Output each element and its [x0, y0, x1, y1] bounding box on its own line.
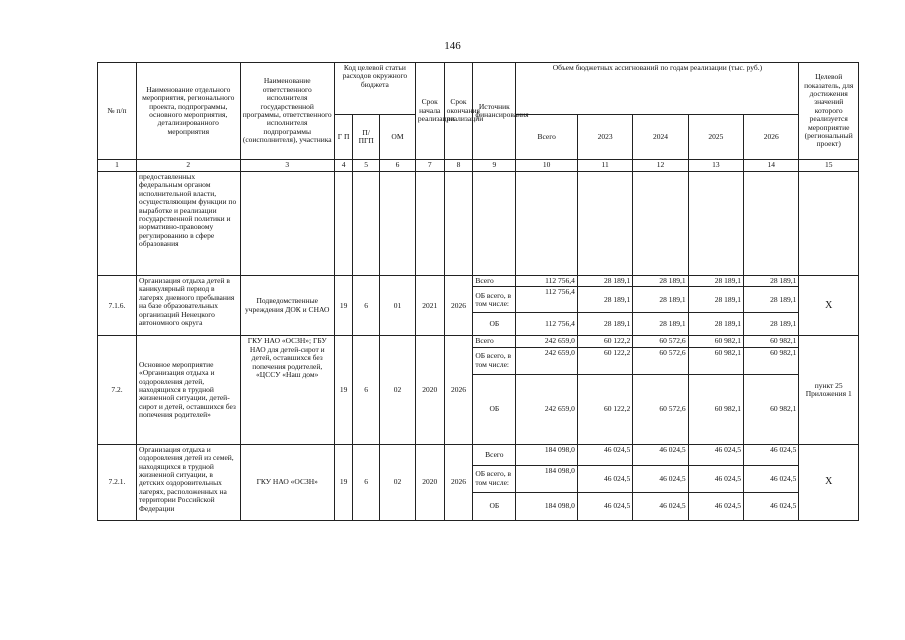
col-number: 7 [415, 160, 444, 172]
col-number: 9 [473, 160, 516, 172]
row-end: 2026 [444, 336, 473, 444]
fin-total: 184 098,0 [516, 492, 578, 520]
fin-year: 60 982,1 [744, 347, 799, 374]
fin-total: 242 659,0 [516, 336, 578, 347]
fin-source: Всего [473, 336, 516, 347]
fin-year: 60 982,1 [688, 374, 743, 444]
col-number: 15 [799, 160, 859, 172]
header-year-2: 2024 [633, 115, 688, 160]
fin-year: 60 572,6 [633, 336, 688, 347]
row-number: 7.2.1. [98, 444, 137, 520]
cont-cell [744, 172, 799, 276]
col-number: 1 [98, 160, 137, 172]
cont-cell [633, 172, 688, 276]
header-code: Код целевой статьи расходов окружного бюджета [334, 63, 415, 115]
cont-cell [688, 172, 743, 276]
fin-total: 112 756,4 [516, 287, 578, 313]
cont-cell [473, 172, 516, 276]
fin-year: 60 122,2 [577, 336, 632, 347]
fin-year: 60 982,1 [744, 374, 799, 444]
header-source: Источник финансирования [473, 63, 516, 160]
cont-cell [334, 172, 352, 276]
fin-year: 46 024,5 [577, 465, 632, 492]
row-name: Организация отдыха детей в каникулярный период в лагерях дневного пребывания на базе образовательных организаций Ненецкого автономного округа [136, 276, 240, 336]
row-gp: 19 [334, 444, 352, 520]
header-year-1: 2023 [577, 115, 632, 160]
fin-source: ОБ [473, 492, 516, 520]
fin-total: 112 756,4 [516, 276, 578, 287]
header-start: Срок начала реализации [415, 63, 444, 160]
col-number: 5 [353, 160, 380, 172]
fin-source: Всего [473, 276, 516, 287]
row-executor: ГКУ НАО «ОСЗН» [240, 444, 334, 520]
fin-total: 112 756,4 [516, 313, 578, 336]
col-number: 6 [380, 160, 416, 172]
header-year-3: 2025 [688, 115, 743, 160]
row-target: пункт 25 Приложения 1 [799, 336, 859, 444]
header-total: Всего [516, 115, 578, 160]
fin-year: 46 024,5 [744, 444, 799, 465]
fin-source: ОБ всего, в том числе: [473, 287, 516, 313]
header-name: Наименование отдельного мероприятия, регионального проекта, подпрограммы, основного мероприятия, детализированного мероприятия [136, 63, 240, 160]
fin-year: 28 189,1 [744, 287, 799, 313]
fin-year: 46 024,5 [633, 444, 688, 465]
row-name: Основное мероприятие «Организация отдыха и оздоровления детей, находящихся в трудной жизненной ситуации, детей-сирот и детей, оставшихся без попечения родителей» [136, 336, 240, 444]
cont-cell [380, 172, 416, 276]
fin-year: 46 024,5 [688, 444, 743, 465]
continuation-text: предоставленных федеральным органом исполнительной власти, осуществляющим функции по выработке и реализации государственной политики и нормативно-правовому регулированию в сфере образования [136, 172, 240, 276]
fin-year: 28 189,1 [577, 313, 632, 336]
row-pgp: 6 [353, 336, 380, 444]
fin-year: 60 572,6 [633, 374, 688, 444]
row-target: Х [799, 444, 859, 520]
row-executor: ГКУ НАО «ОСЗН»; ГБУ НАО для детей-сирот и детей, оставшихся без попечения родителей, «ЦССУ «Наш дом» [240, 336, 334, 444]
row-end: 2026 [444, 444, 473, 520]
header-executor: Наименование ответственного исполнителя государственной программы, ответственного исполнителя подпрограммы (соисполнителя), участника [240, 63, 334, 160]
cont-cell [799, 172, 859, 276]
header-end: Срок окончания реализации [444, 63, 473, 160]
fin-year: 28 189,1 [633, 276, 688, 287]
row-target: Х [799, 276, 859, 336]
row-om: 01 [380, 276, 416, 336]
cont-cell [516, 172, 578, 276]
fin-year: 46 024,5 [688, 465, 743, 492]
row-pgp: 6 [353, 276, 380, 336]
fin-source: Всего [473, 444, 516, 465]
fin-year: 60 122,2 [577, 347, 632, 374]
header-target: Целевой показатель, для достижения значений которого реализуется мероприятие (региональный проект) [799, 63, 859, 160]
fin-year: 60 982,1 [688, 347, 743, 374]
fin-year: 28 189,1 [577, 276, 632, 287]
cont-cell [577, 172, 632, 276]
col-number: 13 [688, 160, 743, 172]
fin-year: 60 122,2 [577, 374, 632, 444]
fin-year: 28 189,1 [688, 313, 743, 336]
fin-year: 60 982,1 [744, 336, 799, 347]
col-number: 12 [633, 160, 688, 172]
col-number: 11 [577, 160, 632, 172]
fin-source: ОБ [473, 374, 516, 444]
fin-source: ОБ [473, 313, 516, 336]
cont-cell [415, 172, 444, 276]
col-number: 14 [744, 160, 799, 172]
row-number: 7.2. [98, 336, 137, 444]
fin-year: 28 189,1 [633, 313, 688, 336]
fin-total: 242 659,0 [516, 374, 578, 444]
row-pgp: 6 [353, 444, 380, 520]
cont-cell-no [98, 172, 137, 276]
header-om: ОМ [380, 115, 416, 160]
col-number: 10 [516, 160, 578, 172]
fin-total: 184 098,0 [516, 444, 578, 465]
fin-source: ОБ всего, в том числе: [473, 465, 516, 492]
col-number: 8 [444, 160, 473, 172]
row-om: 02 [380, 444, 416, 520]
row-end: 2026 [444, 276, 473, 336]
row-start: 2021 [415, 276, 444, 336]
row-gp: 19 [334, 336, 352, 444]
fin-total: 242 659,0 [516, 347, 578, 374]
fin-year: 28 189,1 [688, 287, 743, 313]
fin-year: 60 982,1 [688, 336, 743, 347]
cont-cell [240, 172, 334, 276]
col-number: 3 [240, 160, 334, 172]
fin-year: 28 189,1 [688, 276, 743, 287]
row-executor: Подведомственные учреждения ДОК и СНАО [240, 276, 334, 336]
header-pgp: П/ ПГП [353, 115, 380, 160]
fin-year: 28 189,1 [744, 313, 799, 336]
fin-year: 46 024,5 [744, 465, 799, 492]
fin-year: 46 024,5 [688, 492, 743, 520]
fin-total: 184 098,0 [516, 465, 578, 492]
cont-cell [353, 172, 380, 276]
header-gp: Г П [334, 115, 352, 160]
fin-year: 46 024,5 [744, 492, 799, 520]
fin-year: 28 189,1 [577, 287, 632, 313]
row-om: 02 [380, 336, 416, 444]
fin-year: 60 572,6 [633, 347, 688, 374]
fin-year: 46 024,5 [577, 492, 632, 520]
fin-year: 46 024,5 [633, 492, 688, 520]
row-number: 7.1.6. [98, 276, 137, 336]
col-number: 2 [136, 160, 240, 172]
budget-table [97, 62, 859, 521]
header-number: № п/п [98, 63, 137, 160]
header-year-4: 2026 [744, 115, 799, 160]
fin-year: 46 024,5 [633, 465, 688, 492]
fin-year: 46 024,5 [577, 444, 632, 465]
col-number: 4 [334, 160, 352, 172]
header-volume: Объем бюджетных ассигнований по годам реализации (тыс. руб.) [516, 63, 799, 115]
fin-year: 28 189,1 [744, 276, 799, 287]
row-start: 2020 [415, 444, 444, 520]
fin-year: 28 189,1 [633, 287, 688, 313]
row-name: Организация отдыха и оздоровления детей из семей, находящихся в трудной жизненной ситуации, в детских оздоровительных лагерях, расположенных на территории Российской Федерации [136, 444, 240, 520]
row-start: 2020 [415, 336, 444, 444]
row-gp: 19 [334, 276, 352, 336]
fin-source: ОБ всего, в том числе: [473, 347, 516, 374]
page-number: 146 [444, 40, 461, 52]
cont-cell [444, 172, 473, 276]
